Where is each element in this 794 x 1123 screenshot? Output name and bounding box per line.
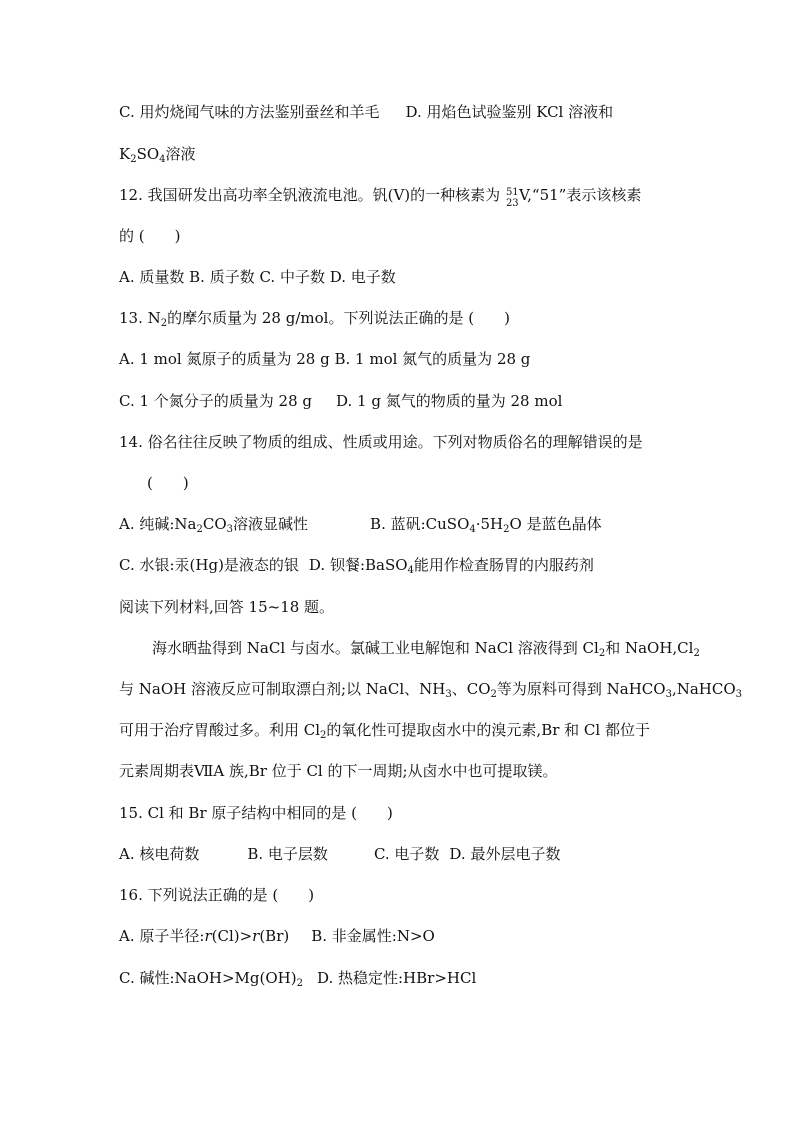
question-12-stem: 12. 我国研发出高功率全钒液流电池。钒(V)的一种核素为 51 23 V,“51”表示该核素: [119, 186, 642, 209]
option-11c: C. 用灼烧闻气味的方法鉴别蚕丝和羊毛: [119, 103, 380, 121]
question-16-options-cd: C. 碱性$:NaOH>Mg(OH)_2$ D. 热稳定性:HBr>HCl: [119, 969, 477, 989]
question-16-stem: 16. 下列说法正确的是 ( ): [119, 886, 315, 904]
question-12-stem-cont: 的 ( ): [119, 227, 181, 245]
question-12-options: A. 质量数 B. 质子数 C. 中子数 D. 电子数: [119, 268, 396, 286]
option-11d: D. 用焰色试验鉴别 KCl 溶液和: [405, 103, 614, 121]
question-14-stem: 14. 俗名往往反映了物质的组成、性质或用途。下列对物质俗名的理解错误的是: [119, 433, 643, 451]
question-13-options-cd: C. 1 个氮分子的质量为 28 g D. 1 g 氮气的物质的量为 28 mol: [119, 392, 563, 410]
question-15-options: A. 核电荷数 B. 电子层数 C. 电子数 D. 最外层电子数: [119, 845, 561, 863]
question-14-stem-cont: ( ): [147, 474, 189, 492]
question-13-options-ab: A. 1 mol 氮原子的质量为 28 g B. 1 mol 氮气的质量为 28 g: [119, 350, 531, 368]
question-14-options-cd: C. 水银:汞(Hg)是液态的银 D. 钡餐:BaSO$_4$能用作检查肠胃的内服药剂: [119, 556, 594, 576]
nuclide-symbol: 51 23: [505, 187, 519, 209]
passage-line-1: 海水晒盐得到 NaCl 与卤水。氯碱工业电解饱和 NaCl 溶液得到 $Cl_2$和 $NaOH,Cl_2$: [152, 639, 700, 659]
reading-instruction: 阅读下列材料,回答 15~18 题。: [119, 598, 335, 616]
question-15-stem: 15. Cl 和 Br 原子结构中相同的是 ( ): [119, 804, 393, 822]
option-line-11d-cont: $K_2SO_4$溶液: [119, 145, 196, 165]
passage-line-3: 可用于治疗胃酸过多。利用 $Cl_2$的氧化性可提取卤水中的溴元素,Br 和 Cl 都位于: [119, 721, 650, 741]
passage-line-2: 与 NaOH 溶液反应可制取漂白剂;以 NaCl、$NH_3$、$CO_2$等为原料可得到 NaHCO$_3$,NaHCO$_3$: [119, 680, 743, 700]
question-13-stem: 13. $N_2$的摩尔质量为 28 g/mol。下列说法正确的是 ( ): [119, 309, 510, 329]
question-16-options-ab: A. 原子半径:r(Cl)>r(Br) B. 非金属性:N>O: [119, 927, 435, 945]
question-14-options-ab: A. 纯碱$:Na_2CO_3$溶液显碱性 B. 蓝矾$:CuSO_4\cdot 5H_2O$ 是蓝色晶体: [119, 515, 602, 535]
passage-line-4: 元素周期表ⅦA 族,Br 位于 Cl 的下一周期;从卤水中也可提取镁。: [119, 762, 558, 780]
option-line-11c-11d: [119, 102, 613, 122]
